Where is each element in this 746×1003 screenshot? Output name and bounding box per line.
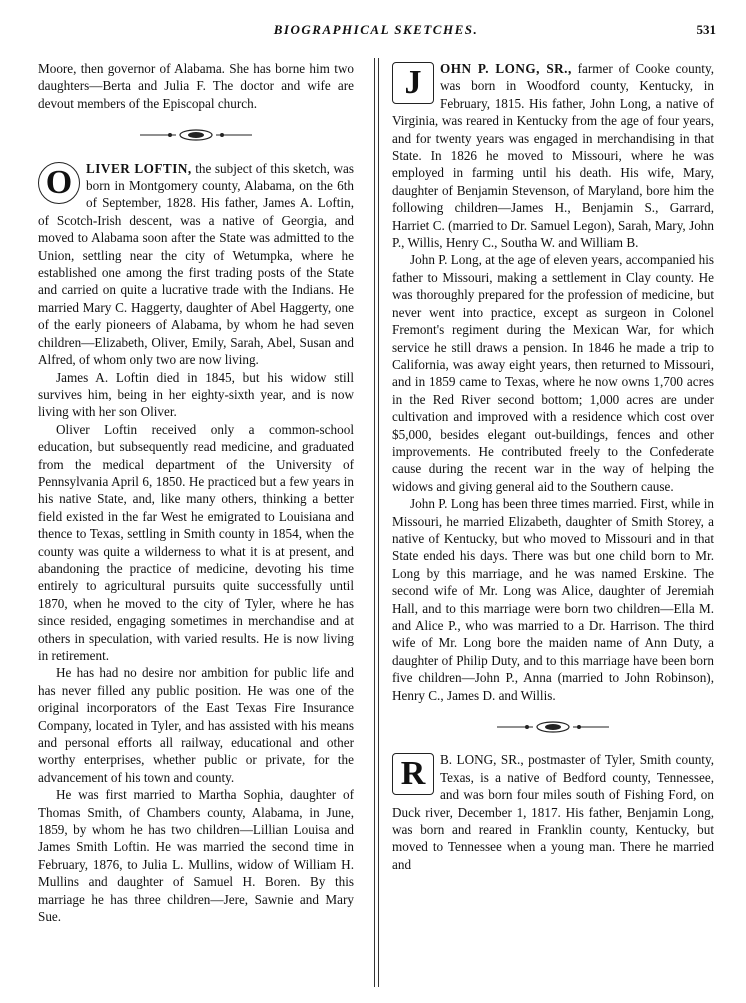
- paragraph: John P. Long has been three times married. First, while in Missouri, he married Elizabeth, daughter of Smith Storey, a native of Kentucky, but who moved to Missouri and in that State ended his days. There was but one child born to Mr. Long by this marriage, and he was named Erskine. The second wife of Mr. Long was Alice, daughter of Jeremiah Hall, and to this marriage were born two children—Ella M. and Alice P., who was married to a Dr. Harrison. The third wife of Mr. Long bore the maiden name of Ann Duty, a daughter of Philip Duty, and to this marriage have been born five children—John P., Anna (married to John Robinson), Henry C., James D. and Willis.: [392, 496, 714, 703]
- ornament-divider: [38, 128, 354, 145]
- rb-long-sketch-opening: [392, 751, 714, 873]
- paragraph: He has had no desire nor ambition for public life and has never filled any public position. He was one of the original incorporators of the East Texas Fire Insurance Company, located in Tyler, and has assisted with his means and personal efforts all railway, educational and other worthy enterprises, whether public or private, for the advancement of his town and county.: [38, 665, 354, 785]
- subject-name: LIVER LOFTIN,: [86, 160, 192, 176]
- drop-cap-j: J: [392, 62, 434, 104]
- page-number: 531: [696, 22, 716, 37]
- paragraph-text: farmer of Cooke county, was born in Woodford county, Kentucky, in February, 1815. His father, John Long, a native of Virginia, was reared in Kentucky from the age of four years, and for twenty years was engaged in merchandising in that State. In 1826 he moved to Missouri, where he was employed in farming until his death. His wife, Mary, daughter of Benjamin Stevenson, of Maryland, bore him the following children—James H., Benjamin S., Garrard, Harriet C. (married to Dr. Samuel Legon), Sarah, Mary, John P., Willis, Henry C., Southa W. and William B.: [392, 61, 715, 251]
- long-sketch-opening: [392, 60, 714, 251]
- running-head: BIOGRAPHICAL SKETCHES.: [273, 22, 479, 37]
- paragraph-text: B. LONG, SR., postmaster of Tyler, Smith county, Texas, is a native of Bedford county, Tennessee, and was born four miles south of Fishing Ford, on Duck river, December 1, 1817. His father, Benjamin Long, was born and reared in Franklin county, Kentucky, but moved to Tennessee when a young man. There he married and: [392, 752, 714, 872]
- subject-name: OHN P. LONG, SR.,: [440, 61, 572, 76]
- loftin-sketch-opening: [38, 160, 354, 369]
- left-column: [38, 60, 354, 926]
- column-rule: [374, 58, 379, 987]
- drop-cap-r: R: [392, 753, 434, 795]
- paragraph: John P. Long, at the age of eleven years, accompanied his father to Missouri, making a settlement in Clay county. He was thoroughly prepared for the profession of medicine, but never went into practice, except as surgeon in Colonel Fremont's regiment during the Mexican War, for which service he still draws a pension. In 1846 he made a trip to California, was away eight years, then returned to Missouri, and in 1859 came to Texas, where he now owns 1,700 acres in the Red River second bottom; 1,000 acres are under cultivation and improved with a residence which cost over $5,000, besides elegant out-buildings, fences and other improvements. He contributed freely to the Confederate cause during the recent war in the way of helping the widows and giving general aid to the Southern cause.: [392, 252, 714, 494]
- paragraph: James A. Loftin died in 1845, but his widow still survives him, being in her eighty-sixth year, and is now living with her son Oliver.: [38, 369, 354, 420]
- paragraph: Moore, then governor of Alabama. She has borne him two daughters—Berta and Julia F. The doctor and wife are devout members of the Episcopal church.: [38, 61, 354, 111]
- page-header: [36, 22, 716, 44]
- paragraph: He was first married to Martha Sophia, daughter of Thomas Smith, of Chambers county, Alabama, in June, 1859, by whom he has two children—Lillian Louisa and James Smith Loftin. He was married the second time in February, 1876, to Julia L. Mullins, widow of William H. Mullins and daughter of Samuel H. Boren. By this marriage he has three children—Jere, Sawnie and Mary Sue.: [38, 787, 354, 925]
- ornament-divider: [392, 720, 714, 737]
- right-column: [392, 60, 714, 873]
- paragraph: Oliver Loftin received only a common-school education, but subsequently read medicine, and graduated from the medical department of the University of Pennsylvania April 6, 1850. He practiced but a few years in his native State, and, like many others, thinking a better field existed in the far West he emigrated to Louisiana and thence to Texas, settling in Smith county in 1854, when the county was quite a wilderness to what it is at present, and abandoning the practice of medicine, devoting his time entirely to agricultural pursuits quite successfully until 1870, when he moved to the city of Tyler, where he has since resided, engaging sometimes in merchandise and at others in speculation, with varied results. He is now living in retirement.: [38, 421, 354, 663]
- drop-cap-o: O: [38, 162, 80, 204]
- paragraph-text: the subject of this sketch, was born in Montgomery county, Alabama, on the 6th of September, 1828. His father, James A. Loftin, of Scotch-Irish descent, was a native of Georgia, and moved to Alabama soon after the State was admitted to the Union, settling near the city of Wetumpka, where he established one among the first trading posts of the State and carried on quite a lucrative trade with the Indians. He married Mary C. Haggerty, daughter of Abel Haggerty, one of the early pioneers of Alabama, by whom he had seven children—Elizabeth, Oliver, Emily, Sarah, Abel, Susan and Alfred, of whom only two are now living.: [38, 160, 354, 368]
